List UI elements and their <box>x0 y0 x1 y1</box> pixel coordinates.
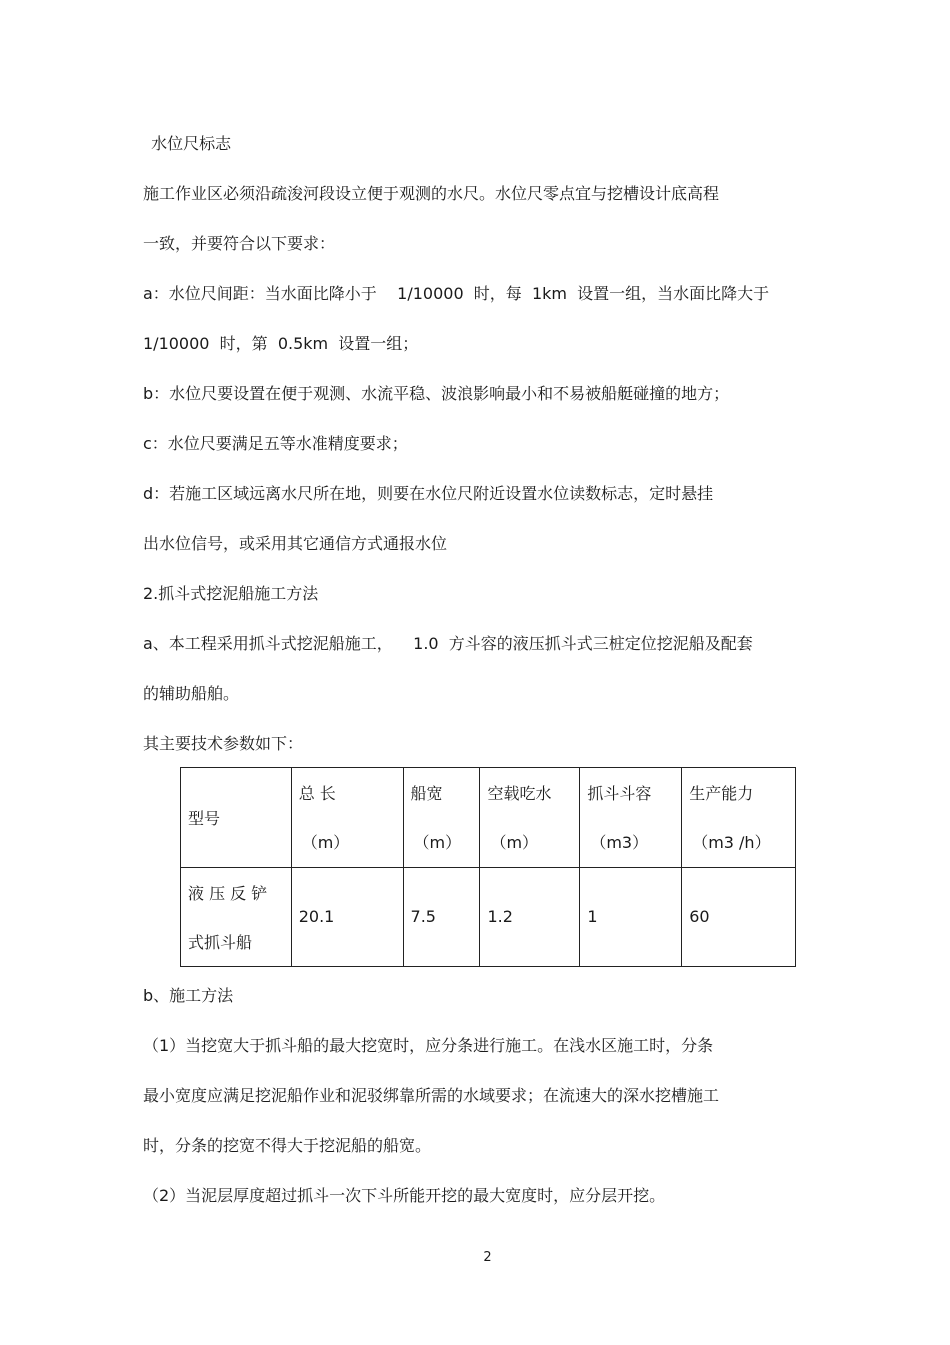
section-title: 水位尺标志 <box>146 134 232 153</box>
table-cell: 1.2 <box>480 867 580 967</box>
table-cell: 7.5 <box>403 867 480 967</box>
spec-table <box>180 767 796 967</box>
header-cell: 抓斗斗容 （m3） <box>580 768 682 868</box>
page-number: 2 <box>483 1250 492 1265</box>
table-cell: 60 <box>682 867 796 967</box>
paragraph-line: b：水位尺要设置在便于观测、水流平稳、波浪影响最小和不易被船艇碰撞的地方； <box>143 384 730 403</box>
table-header-row <box>181 768 796 868</box>
header-cell: 型号 <box>181 768 292 868</box>
table-cell-type: 液 压 反 铲 式抓斗船 <box>181 867 292 967</box>
table-row <box>181 867 796 967</box>
paragraph-line: 的辅助船舶。 <box>143 684 240 703</box>
paragraph-line: （1）当挖宽大于抓斗船的最大挖宽时，应分条进行施工。在浅水区施工时，分条 <box>143 1036 714 1055</box>
table-cell: 20.1 <box>291 867 403 967</box>
paragraph-line: 最小宽度应满足挖泥船作业和泥驳绑靠所需的水域要求；在流速大的深水挖槽施工 <box>143 1086 720 1105</box>
paragraph-line: b、施工方法 <box>143 986 234 1005</box>
paragraph-line: a：水位尺间距：当水面比降小于 1/10000 时，每 1km 设置一组，当水面比降大于 <box>143 284 770 303</box>
paragraph-line: c：水位尺要满足五等水准精度要求； <box>143 434 408 453</box>
section-heading: 2.抓斗式挖泥船施工方法 <box>143 584 319 603</box>
header-cell: 船宽 （m） <box>403 768 480 868</box>
header-cell: 空载吃水 （m） <box>480 768 580 868</box>
paragraph-line: 1/10000 时，第 0.5km 设置一组； <box>143 334 419 353</box>
paragraph-line: 施工作业区必须沿疏浚河段设立便于观测的水尺。水位尺零点宜与挖槽设计底高程 <box>143 184 720 203</box>
paragraph-line: 一致，并要符合以下要求： <box>143 234 336 253</box>
header-cell: 生产能力 （m3 /h） <box>682 768 796 868</box>
paragraph-line: 时，分条的挖宽不得大于挖泥船的船宽。 <box>143 1136 432 1155</box>
paragraph-line: 出水位信号，或采用其它通信方式通报水位 <box>143 534 448 553</box>
paragraph-line: （2）当泥层厚度超过抓斗一次下斗所能开挖的最大宽度时，应分层开挖。 <box>143 1186 666 1205</box>
table-cell: 1 <box>580 867 682 967</box>
paragraph-line: 其主要技术参数如下： <box>143 734 304 753</box>
paragraph-line: d：若施工区域远离水尺所在地，则要在水位尺附近设置水位读数标志，定时悬挂 <box>143 484 714 503</box>
paragraph-line: a、本工程采用抓斗式挖泥船施工， 1.0 方斗容的液压抓斗式三桩定位挖泥船及配套 <box>143 634 753 653</box>
header-cell: 总 长 （m） <box>291 768 403 868</box>
